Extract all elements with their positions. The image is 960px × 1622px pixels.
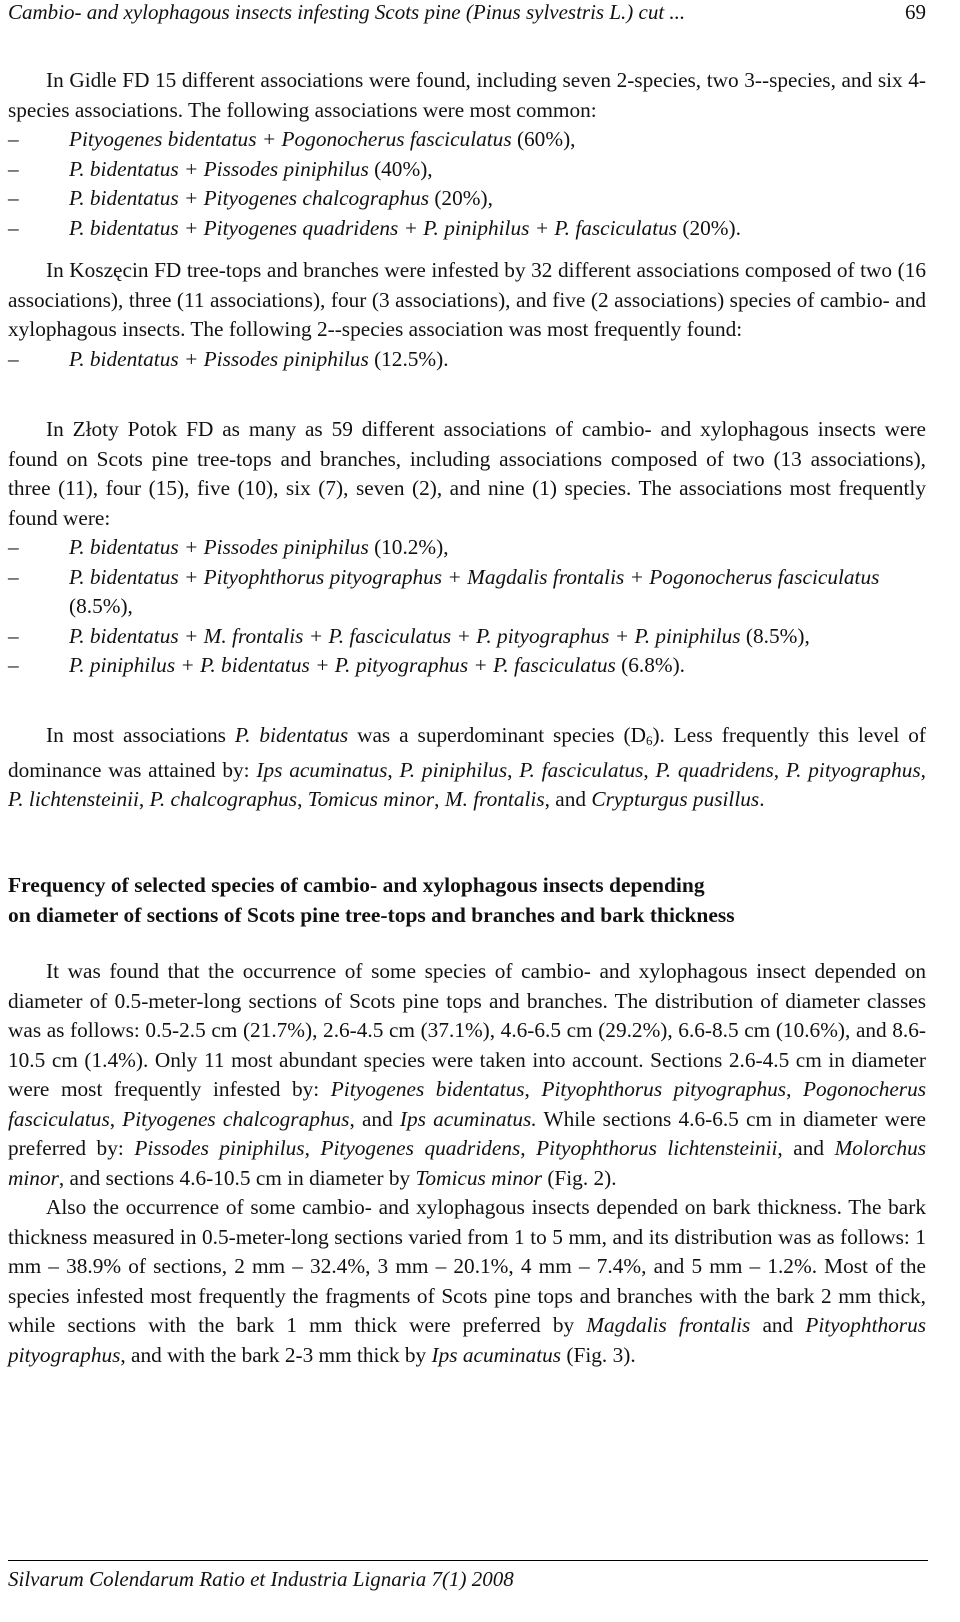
list-item: – P. bidentatus + Pissodes piniphilus (40%),: [8, 156, 433, 181]
dominance-paragraph: In most associations P. bidentatus was a superdominant species $(D_6)$. Less frequently this level of dominance was attained by: Ips acuminatus, P. piniphilus, P. fasciculatus, P. quadridens, P. pityographus, P. lichtensteinii, P. chalcographus, Tomicus minor, M. frontalis, and Crypturgus pusillus.: [8, 723, 926, 811]
diameter-block: [8, 957, 926, 1370]
section-heading-line-2: on diameter of sections of Scots pine tree-tops and branches and bark thickness: [8, 902, 735, 927]
list-item: – Pityogenes bidentatus + Pogonocherus fasciculatus (60%),: [8, 127, 576, 151]
bark-paragraph: Also the occurrence of some cambio- and xylophagous insects depended on bark thickness. The bark thickness measured in 0.5-meter-long sections varied from 1 to 5 mm, and its distribution was as follows: 1 mm – 38.9% of sections, 2 mm – 32.4%, 3 mm – 20.1%, 4 mm – 7.4%, and 5 mm – 1.2%. Most of the species infested most frequently the fragments of Scots pine tops and branches with the bark 2 mm thick, while sections with the bark 1 mm thick were preferred by Magdalis frontalis and Pityophthorus pityographus, and with the bark 2-3 mm thick by Ips acuminatus (Fig. 3).: [8, 1195, 927, 1367]
diameter-paragraph: It was found that the occurrence of some species of cambio- and xylophagous insect depended on diameter of 0.5-meter-long sections of Scots pine tops and branches. The distribution of diameter classes was as follows: 0.5-2.5 cm (21.7%), 2.6-4.5 cm (37.1%), 4.6-6.5 cm (29.2%), 6.6-8.5 cm (10.6%), and 8.6-10.5 cm (1.4%). Only 11 most abundant species were taken into account. Sections 2.6-4.5 cm in diameter were most frequently infested by: Pityogenes bidentatus, Pityophthorus pityographus, Pogonocherus fasciculatus, Pityogenes chalcographus, and Ips acuminatus. While sections 4.6-6.5 cm in diameter were preferred by: Pissodes piniphilus, Pityogenes quadridens, Pityophthorus lichtensteinii, and Molorchus minor, and sections 4.6-10.5 cm in diameter by Tomicus minor (Fig. 2).: [8, 959, 927, 1190]
footer-rule: [8, 1560, 928, 1561]
zloty-paragraph: In Złoty Potok FD as many as 59 different associations of cambio- and xylophagous insects were found on Scots pine tree-tops and branches, including associations composed of two (13 associations), three (11), four (15), five (10), six (7), seven (2), and nine (1) species. The associations most frequently found were:: [8, 417, 926, 530]
koszecin-block: [8, 256, 926, 374]
list-item: – P. bidentatus + Pissodes piniphilus (12.5%).: [8, 346, 449, 371]
koszecin-paragraph: In Koszęcin FD tree-tops and branches were infested by 32 different associations composed of two (16 associations), three (11 associations), four (3 associations), and five (2 associations) species of cambio- and xylophagous insects. The following 2--species association was most frequently found:: [8, 258, 926, 341]
gidle-block: [8, 66, 926, 243]
section-heading-line-1: Frequency of selected species of cambio- and xylophagous insects depending: [8, 873, 705, 897]
page-number: 69: [905, 0, 926, 24]
journal-footer: Silvarum Colendarum Ratio et Industria Lignaria 7(1) 2008: [8, 1567, 514, 1591]
list-item: – P. bidentatus + M. frontalis + P. fasciculatus + P. pityographus + P. piniphilus (8.5%),: [8, 623, 810, 648]
dominance-block: [8, 721, 926, 815]
running-title: Cambio- and xylophagous insects infesting Scots pine (Pinus sylvestris L.) cut ...: [8, 0, 686, 24]
list-item: – P. bidentatus + Pityophthorus pityographus + Magdalis frontalis + Pogonocherus fasciculatus (8.5%),: [8, 564, 880, 618]
list-item: – P. bidentatus + Pityogenes chalcographus (20%),: [8, 186, 493, 210]
list-item: – P. bidentatus + Pityogenes quadridens + P. piniphilus + P. fasciculatus (20%).: [8, 215, 741, 240]
section-heading: [8, 871, 926, 930]
running-header: [8, 0, 926, 32]
list-item: – P. bidentatus + Pissodes piniphilus (10.2%),: [8, 535, 449, 559]
gidle-paragraph: In Gidle FD 15 different associations were found, including seven 2-species, two 3--species, and six 4-species associations. The following associations were most common:: [8, 68, 926, 122]
zloty-block: [8, 415, 926, 681]
list-item: – P. piniphilus + P. bidentatus + P. pityographus + P. fasciculatus (6.8%).: [8, 653, 685, 677]
